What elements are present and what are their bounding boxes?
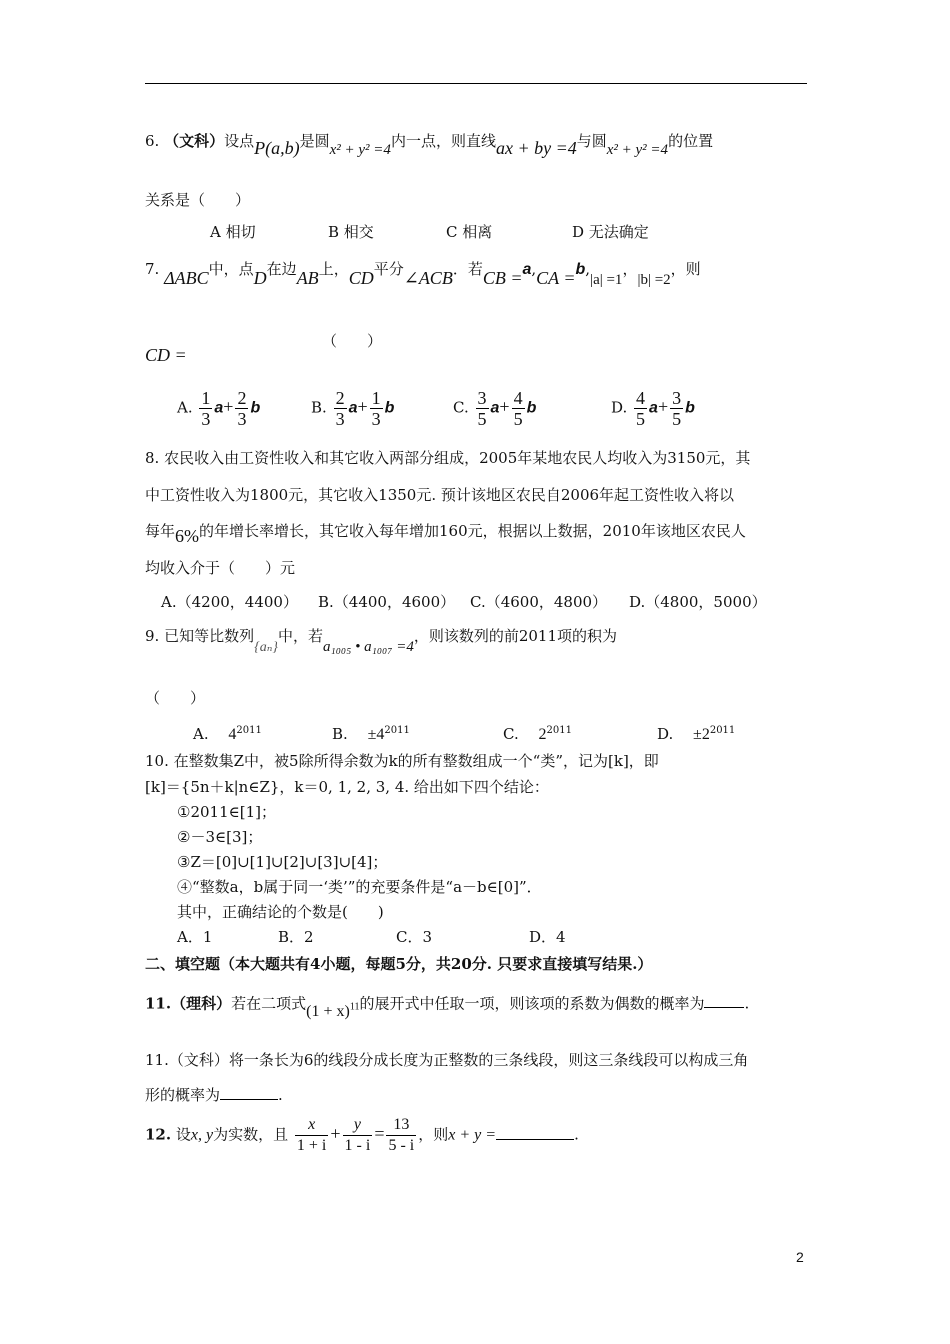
numerator: 13 (386, 1115, 416, 1136)
text: . (744, 994, 750, 1013)
option-label: A. (193, 725, 209, 743)
option-d: D.（4800，5000） (629, 593, 767, 611)
math-circle: x² + y² =4 (606, 142, 669, 158)
operator: + (657, 396, 669, 417)
vector-b: b (575, 261, 586, 278)
text: 平分 (373, 260, 404, 278)
question-number: 9. (145, 627, 160, 645)
numerator: 3 (477, 388, 487, 408)
answer-blank[interactable] (496, 1125, 574, 1140)
option-label: B. (311, 398, 327, 417)
q9-option-d (657, 721, 735, 745)
operator: = (374, 1123, 385, 1144)
page-number: 2 (796, 1249, 804, 1265)
question-11-arts-line-1: 11.（文科）将一条长为6的线段分成长度为正整数的三条线段，则这三条线段可以构成三角 (145, 1051, 749, 1069)
conclusion-3: ③Z＝[0]∪[1]∪[2]∪[3]∪[4]； (177, 853, 388, 871)
denominator: 1 + i (296, 1137, 327, 1154)
math-cd: CD = (145, 345, 187, 365)
option-label: C. (453, 398, 469, 417)
option-a: A 相切 (210, 223, 256, 241)
math-exponent: 2011 (709, 725, 736, 736)
vector-b: b (685, 399, 695, 417)
paren: （ ） (322, 332, 383, 350)
text: . (574, 1125, 579, 1144)
math-exponent: 2011 (236, 725, 262, 736)
question-10-line-1: 10. 在整数集Z中，被5除所得余数为k的所有整数组成一个“类”，记为[k]，即 (145, 752, 659, 770)
answer-blank[interactable] (704, 993, 744, 1008)
text: 为实数，且 (213, 1125, 289, 1144)
question-number: 11. (145, 994, 172, 1013)
q9-option-b (332, 721, 410, 745)
math-base: (1 + x) (306, 1003, 350, 1021)
denominator: 5 - i (388, 1137, 415, 1154)
denominator: 1 - i (344, 1137, 371, 1154)
option-label: C. (503, 725, 519, 743)
question-11-arts-line-2 (145, 1085, 283, 1105)
text: ，则 (670, 260, 701, 278)
text: 若在二项式 (231, 994, 307, 1013)
option-b: B．2 (278, 928, 314, 946)
question-11-science (145, 990, 750, 1021)
math-base: 4 (228, 726, 237, 743)
math-segment: AB (296, 268, 319, 288)
q7-option-a (177, 388, 260, 429)
text: 已知等比数列 (164, 627, 255, 645)
math-norm: |b| =2 (637, 272, 671, 288)
denominator: 5 (672, 409, 682, 429)
text: 在边 (266, 260, 297, 278)
vector-a: a (522, 261, 532, 278)
section-heading: 二、填空题（本大题共有4小题，每题5分，共20分. 只要求直接填写结果.） (145, 955, 653, 973)
text: ， (622, 260, 638, 278)
math-point: P(a,b) (254, 138, 300, 158)
option-a: A.（4200，4400） (161, 593, 298, 611)
numerator: 1 (371, 388, 381, 408)
question-7-line-1 (145, 258, 701, 288)
math-base: ±2 (693, 726, 710, 743)
option-c: C 相离 (446, 223, 493, 241)
fraction (476, 388, 489, 429)
math-percent: 6% (175, 526, 200, 546)
numerator: y (343, 1115, 373, 1136)
q9-option-a (193, 721, 262, 745)
math-point: D (253, 268, 267, 288)
math-sum: x + y = (448, 1126, 497, 1144)
denominator: 5 (636, 409, 646, 429)
numerator: x (295, 1115, 328, 1136)
operator: + (223, 396, 234, 417)
vector-a: a (490, 399, 500, 417)
fraction (370, 388, 383, 429)
text: 与圆 (576, 132, 607, 150)
numerator: 2 (335, 388, 345, 408)
question-8-line-4: 均收入介于（ ）元 (145, 559, 296, 577)
text: 上， (318, 260, 349, 278)
denominator: 3 (201, 409, 211, 429)
math-base: ±4 (367, 726, 385, 743)
numerator: 4 (636, 388, 646, 408)
conclusion-4: ④“整数a，b属于同一‘类’”的充要条件是“a－b∈[0]”． (177, 878, 542, 896)
conclusion-1: ①2011∈[1]； (177, 803, 276, 821)
fraction (343, 1115, 373, 1156)
fraction (334, 388, 347, 429)
option-label: D. (657, 725, 674, 743)
operator: + (357, 396, 368, 417)
option-label: A. (177, 398, 193, 417)
question-9-line-1 (145, 626, 618, 655)
text: , (531, 260, 537, 278)
text: 设点 (224, 132, 255, 150)
conclusion-2: ②－3∈[3]； (177, 828, 263, 846)
math-vector: CA = (536, 268, 576, 288)
text: 是圆 (299, 132, 330, 150)
option-a: A．1 (177, 928, 213, 946)
question-8-line-1: 8. 农民收入由工资性收入和其它收入两部分组成，2005年某地农民人均收入为3150元，其 (145, 449, 751, 467)
q7-option-c (453, 388, 536, 429)
text: 内一点，则直线 (390, 132, 496, 150)
vector-b: b (384, 399, 395, 417)
vector-b: b (250, 399, 261, 417)
denominator: 3 (237, 409, 247, 429)
option-label: D. (611, 398, 628, 417)
math-exponent: 2011 (384, 725, 410, 736)
text: 中，点 (208, 260, 254, 278)
question-10-stem: 其中，正确结论的个数是( ) (177, 903, 384, 921)
option-b: B 相交 (328, 223, 374, 241)
math-segment: CD (348, 268, 374, 288)
question-10-line-2: [k]＝{5n＋k|n∈Z}，k＝0, 1, 2, 3, 4. 给出如下四个结论： (145, 778, 549, 796)
q7-option-b (311, 388, 394, 429)
math-binomial (306, 1003, 359, 1020)
question-tag: （理科） (171, 994, 232, 1013)
question-8-line-2: 中工资性收入为1800元，其它收入1350元. 预计该地区农民自2006年起工资性收入将以 (145, 486, 735, 504)
vector-a: a (348, 399, 358, 417)
question-tag: （文科） (164, 132, 225, 150)
numerator: 4 (513, 388, 523, 408)
operator: + (499, 396, 510, 417)
text: 每年 (145, 522, 176, 540)
fraction (235, 388, 248, 429)
q7-option-d (611, 388, 695, 429)
math-sequence: {aₙ} (254, 640, 278, 655)
answer-blank[interactable] (220, 1085, 278, 1100)
numerator: 2 (237, 388, 247, 408)
text: ，则该数列的前2011项的积为 (413, 627, 618, 645)
denominator: 3 (335, 409, 345, 429)
math-triangle: ΔABC (164, 268, 209, 288)
text: , (585, 260, 591, 278)
question-number: 12. (145, 1125, 172, 1144)
paren: （ ） (145, 689, 206, 707)
text: 形的概率为 (145, 1086, 221, 1104)
question-number: 6. (145, 132, 160, 150)
option-d: D 无法确定 (572, 223, 649, 241)
denominator: 5 (477, 409, 487, 429)
fraction (386, 1115, 416, 1156)
operator: + (330, 1123, 341, 1144)
fraction (634, 388, 647, 429)
text: . (278, 1086, 283, 1104)
math-norm: |a| =1 (590, 272, 623, 288)
math-circle: x² + y² =4 (329, 142, 391, 158)
option-d: D．4 (529, 928, 566, 946)
vector-a: a (214, 399, 224, 417)
option-c: C．3 (396, 928, 433, 946)
text: 的年增长率增长，其它收入每年增加160元，根据以上数据，2010年该地区农民人 (199, 522, 746, 540)
question-6-line-2: 关系是（ ） (145, 191, 251, 209)
header-rule (145, 83, 807, 84)
question-12 (145, 1115, 579, 1156)
math-line: ax + by =4 (495, 138, 577, 158)
option-b: B.（4400，4600） (318, 593, 456, 611)
option-label: B. (332, 725, 348, 743)
vector-a: a (649, 399, 658, 417)
math-angle: ∠ACB (403, 268, 453, 288)
math-variables: x, y (190, 1126, 214, 1144)
text: ．若 (452, 260, 483, 278)
math-exponent: 11 (349, 1002, 360, 1013)
option-c: C.（4600，4800） (470, 593, 608, 611)
fraction (512, 388, 525, 429)
text: 中，若 (277, 627, 323, 645)
fraction (199, 388, 212, 429)
math-product: a₁₀₀₅ • a₁₀₀₇ =4 (323, 639, 414, 655)
text: 的位置 (668, 132, 714, 150)
numerator: 1 (201, 388, 211, 408)
denominator: 5 (513, 409, 523, 429)
question-8-line-3 (145, 520, 746, 546)
text: 的展开式中任取一项，则该项的系数为偶数的概率为 (359, 994, 705, 1013)
text: 设 (175, 1125, 191, 1144)
vector-b: b (526, 399, 537, 417)
question-number: 7. (145, 260, 160, 278)
numerator: 3 (672, 388, 682, 408)
fraction (670, 388, 683, 429)
fraction (295, 1115, 328, 1156)
math-exponent: 2011 (546, 725, 572, 736)
math-base: 2 (538, 726, 547, 743)
question-6-line-1 (145, 130, 714, 158)
q9-option-c (503, 721, 572, 745)
denominator: 3 (371, 409, 381, 429)
text: ，则 (418, 1125, 449, 1144)
math-vector: CB = (482, 268, 523, 288)
